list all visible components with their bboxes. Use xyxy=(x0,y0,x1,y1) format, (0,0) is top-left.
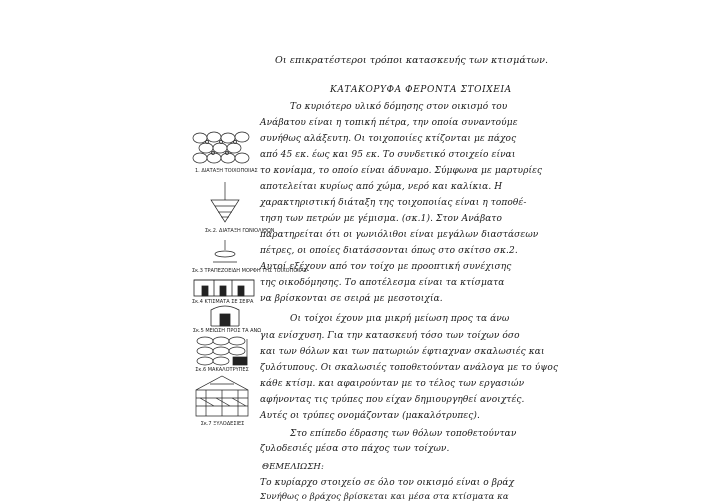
cornerstone-sketch-icon xyxy=(205,182,245,227)
sketch-caption: 1. ΔΙΑΤΑΞΗ ΤΟΙΧΟΠΟΙΙΑΣ xyxy=(195,168,258,174)
text-line: το κονίαμα, το οποίο είναι άδυναμο. Σύμφωνα με μαρτυρίες xyxy=(260,166,543,176)
text-line: αποτελείται κυρίως από χώμα, νερό και καλίκια. Η xyxy=(260,182,503,192)
trapezoid-sketch-icon xyxy=(205,240,245,268)
scaffold-holes-sketch-icon xyxy=(195,335,251,367)
text-line: ζυλότυπους. Οι σκαλωσιές τοποθετούνταν ανάλογα με το ύψος xyxy=(260,363,559,373)
text-line: Το κυριότερο υλικό δόμησης στον οικισμό του xyxy=(290,102,508,112)
text-line: Αυτοί εξέχουν από τον τοίχο με προοπτική συνέχισης xyxy=(260,262,512,272)
text-line: παρατηρείται ότι οι γωνιόλιθοι είναι μεγάλων διαστάσεων xyxy=(260,230,539,240)
text-line: τηση των πετρών με γέμισμα. (σκ.1). Στον Ανάβατο xyxy=(260,214,503,224)
text-line: Το κυρίαρχο στοιχείο σε όλο τον οικισμό είναι ο βράχ xyxy=(260,478,515,488)
text-line: αφήνοντας τις τρύπες που είχαν δημιουργηθεί ανοιχτές. xyxy=(260,395,525,405)
text-line: κάθε κτίσμ. και αφαιρούνταν με το τέλος των εργασιών xyxy=(260,379,525,389)
text-line: Οι τοίχοι έχουν μια μικρή μείωση προς τα άνω xyxy=(290,314,510,324)
masonry-sketch-icon xyxy=(192,130,252,170)
text-line: από 45 εκ. έως και 95 εκ. Το συνδετικό στοιχείο είναι xyxy=(260,150,516,160)
text-line: της οικοδόμησης. Το αποτέλεσμα είναι τα κτίσματα xyxy=(260,278,505,288)
text-line: χαρακτηριστική διάταξη της τοιχοποιίας είναι η τοποθέ- xyxy=(260,198,527,208)
text-line: Στο επίπεδο έδρασης των θόλων τοποθετούνταν xyxy=(290,429,517,439)
sketch-caption: Σκ.7 ΞΥΛΟΔΕΣΙΕΣ xyxy=(200,421,245,427)
timber-ties-sketch-icon xyxy=(192,372,252,420)
page-title: Οι επικρατέστεροι τρόποι κατασκευής των κτισμάτων. xyxy=(275,55,549,66)
sketch-caption: Σκ.6 ΜΑΚΑΛΟΤΡΥΠΕΣ xyxy=(195,367,249,373)
sketch-caption: Σκ.4 ΚΤΙΣΜΑΤΑ ΣΕ ΣΕΙΡΑ xyxy=(192,299,254,305)
sketch-caption: Σκ.3 ΤΡΑΠΕΖΟΕΙΔΗ ΜΟΡΦΗ ΤΗΣ ΤΟΙΧΟΠΟΙΙΑΣ xyxy=(192,268,307,274)
sketch-caption: Σκ.2. ΔΙΑΤΑΞΗ ΓΩΝΙΟΛΙΘΩΝ xyxy=(205,228,275,234)
text-line: να βρίσκονται σε σειρά με μεσοτοιχία. xyxy=(260,294,443,304)
section-heading-load-bearing: ΚΑΤΑΚΟΡΥΦΑ ΦΕΡΟΝΤΑ ΣΤΟΙΧΕΙΑ xyxy=(330,85,512,95)
sketch-caption: Σκ.5 ΜΕΙΩΣΗ ΠΡΟΣ ΤΑ ΑΝΩ xyxy=(192,328,262,334)
section-heading-foundation: ΘΕΜΕΛΙΩΣΗ: xyxy=(262,462,324,472)
text-line: και των θόλων και των πατωριών έφτιαχναν σκαλωσιές και xyxy=(260,347,545,357)
text-line: πέτρες, οι οποίες διατάσσονται όπως στο σκίτσο σκ.2. xyxy=(260,246,518,256)
text-line: Συνήθως ο βράχος βρίσκεται και μέσα στα κτίσματα κα xyxy=(260,492,509,502)
text-line: Αυτές οι τρύπες ονομάζονταν (μακαλότρυπες). xyxy=(260,411,481,421)
text-line: Ανάβατου είναι η τοπική πέτρα, την οποία συναντούμε xyxy=(260,118,518,128)
text-line: ζυλοδεσιές μέσα στο πάχος των τοίχων. xyxy=(260,444,450,454)
text-line: για ενίσχυση. Για την κατασκευή τόσο των τοίχων όσο xyxy=(260,331,520,341)
row-buildings-sketch-icon xyxy=(192,276,256,298)
text-line: συνήθως αλάξευτη. Οι τοιχοποιίες κτίζονται με πάχος xyxy=(260,134,517,144)
tapering-wall-sketch-icon xyxy=(205,302,245,328)
